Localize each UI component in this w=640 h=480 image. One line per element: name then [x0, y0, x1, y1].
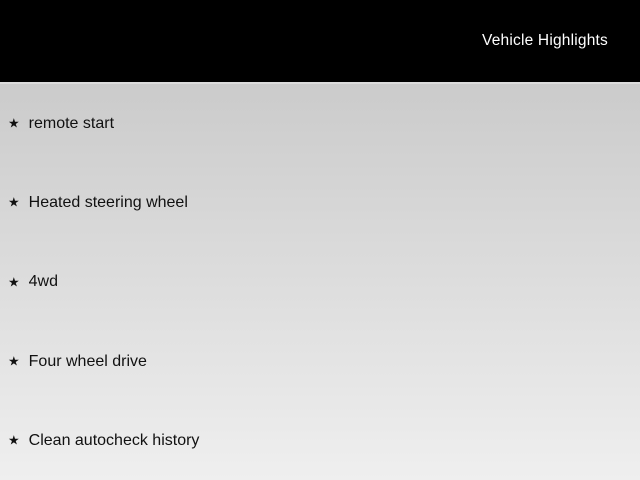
page-title: Vehicle Highlights	[482, 32, 608, 49]
star-icon: ★	[8, 274, 20, 289]
star-icon: ★	[8, 432, 20, 448]
list-item	[0, 322, 640, 401]
star-icon: ★	[8, 194, 20, 210]
header-bar	[0, 0, 640, 82]
list-item-label: Clean autocheck history	[28, 431, 200, 449]
list-item	[0, 163, 640, 242]
list-item	[0, 401, 640, 480]
list-item	[0, 84, 640, 163]
list-item-label: Four wheel drive	[28, 352, 147, 370]
list-item-label: Heated steering wheel	[28, 194, 188, 212]
list-item-label: 4wd	[28, 273, 59, 291]
list-item-label: remote start	[28, 115, 115, 132]
highlights-list	[0, 82, 640, 480]
list-item	[0, 242, 640, 321]
star-icon: ★	[8, 353, 20, 369]
star-icon: ★	[8, 115, 20, 131]
